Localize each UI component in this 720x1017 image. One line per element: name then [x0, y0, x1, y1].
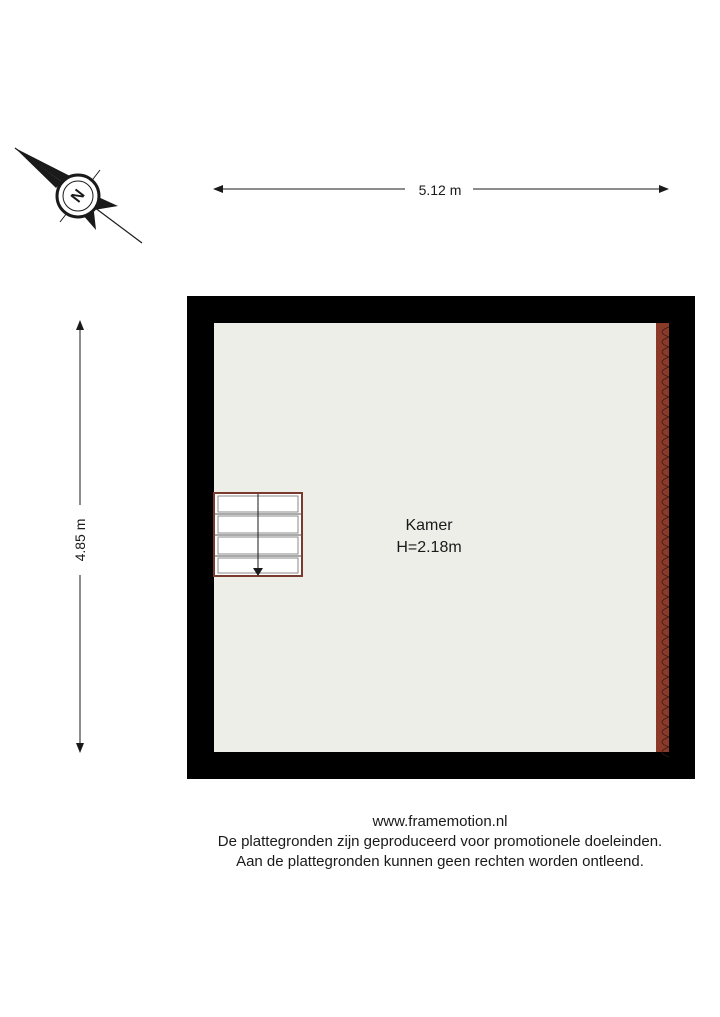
width-dimension — [214, 182, 668, 198]
room-height: H=2.18m — [396, 539, 462, 556]
disclaimer-line-1: De plattegronden zijn geproduceerd voor promotionele doeleinden. — [217, 833, 663, 850]
north-arrow-icon — [15, 148, 142, 243]
footer-disclaimer — [150, 812, 720, 872]
website-link[interactable]: www.framemotion.nl — [372, 813, 508, 830]
staircase — [214, 493, 302, 576]
disclaimer-line-2: Aan de plattegronden kunnen geen rechten worden ontleend. — [236, 853, 644, 870]
room-name: Kamer — [405, 517, 453, 534]
compass-north-letter: N — [68, 186, 89, 207]
width-dimension-label: 5.12 m — [418, 182, 462, 198]
height-dimension — [72, 321, 88, 752]
height-dimension-label: 4.85 m — [72, 518, 88, 562]
roof-edge — [656, 323, 669, 757]
